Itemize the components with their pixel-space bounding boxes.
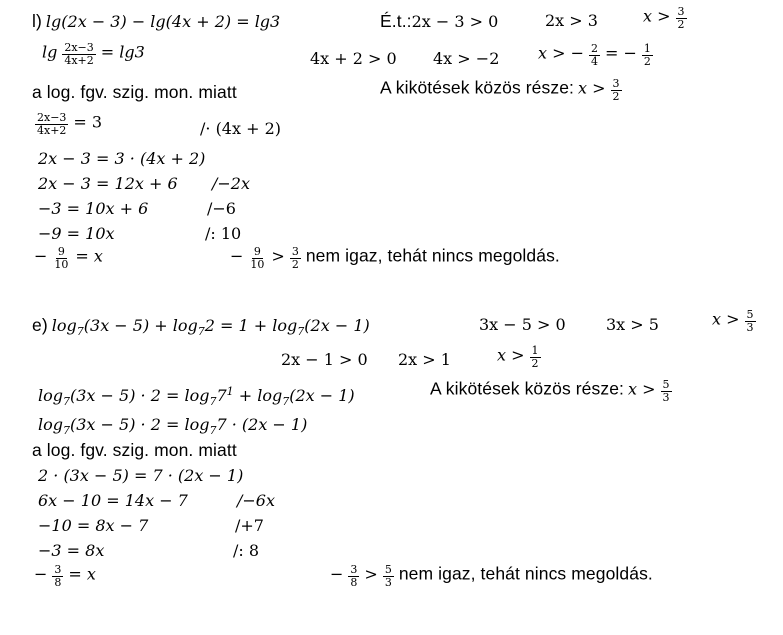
numerator: 2x−3 <box>64 41 94 54</box>
denominator: 2 <box>643 54 651 68</box>
denominator: 2 <box>531 356 539 370</box>
fraction <box>52 246 70 270</box>
denominator: 3 <box>384 575 392 589</box>
part-l-equation: lg(2x − 3) − lg(4x + 2) = lg3 <box>45 12 281 31</box>
step-text: = 3 <box>73 112 103 132</box>
check-l <box>230 246 560 270</box>
step-4-operation: /−6 <box>207 199 236 218</box>
log-text: log <box>38 386 63 405</box>
eq-text: 7 <box>216 386 227 405</box>
condition-text: x > <box>712 309 740 329</box>
part-e-first-line <box>32 317 370 337</box>
step-6-l <box>34 246 103 270</box>
fraction <box>661 379 672 403</box>
common-value: x > <box>628 379 656 399</box>
numerator: 5 <box>746 308 754 321</box>
fraction <box>745 309 756 333</box>
eq-text: 7 · (2x − 1) <box>216 415 308 434</box>
log-base: 7 <box>209 424 217 437</box>
condition-e2b: 2x > 1 <box>398 350 451 369</box>
fraction <box>383 564 394 588</box>
gt-sign: > <box>271 246 285 266</box>
numerator: 3 <box>612 77 620 90</box>
step-1-e: 2 · (3x − 5) = 7 · (2x − 1) <box>38 466 244 485</box>
condition-1b: 2x > 3 <box>545 11 598 30</box>
denominator: 8 <box>54 575 62 589</box>
condition-e1b: 3x > 5 <box>606 315 659 334</box>
part-e-label: e) <box>32 315 48 335</box>
numerator: 3 <box>677 5 685 18</box>
part-l-condition-1 <box>380 13 498 31</box>
denominator: 3 <box>662 390 670 404</box>
monotonic-note-e: a log. fgv. szig. mon. miatt <box>32 440 237 460</box>
denominator: 3 <box>746 320 754 334</box>
eq-text: + log <box>233 386 283 405</box>
numerator: 5 <box>662 378 670 391</box>
condition-e1c <box>712 309 757 333</box>
step-2-operation: /−6x <box>237 491 275 510</box>
log-text: log <box>51 316 77 335</box>
step-5-operation: /: 10 <box>205 224 242 243</box>
condition-2: 4x + 2 > 0 <box>310 49 397 68</box>
fraction <box>290 246 301 270</box>
step-4-operation: /: 8 <box>233 541 260 560</box>
common-text: A kikötések közös része: <box>380 77 575 98</box>
condition-text: x > − <box>538 43 585 63</box>
numerator: 9 <box>57 245 65 258</box>
minus-sign: − <box>34 564 48 584</box>
common-text: A kikötések közös része: <box>430 378 625 399</box>
denominator: 4x+2 <box>37 123 67 137</box>
part-e-eq3 <box>38 417 307 436</box>
condition-2b: 4x > −2 <box>433 49 500 68</box>
fraction <box>642 43 653 67</box>
log-base: 7 <box>209 395 217 408</box>
numerator: 2 <box>591 42 599 55</box>
et-label: É.t.: <box>380 11 412 31</box>
step-5-l: −9 = 10x <box>38 224 115 243</box>
log-base: 7 <box>282 395 290 408</box>
numerator: 9 <box>253 245 261 258</box>
numerator: 3 <box>291 245 299 258</box>
condition-1c <box>643 6 688 30</box>
common-part-l <box>380 78 623 102</box>
minus-sign: − <box>330 564 344 584</box>
step-2-e: 6x − 10 = 14x − 7 <box>38 491 188 510</box>
part-l-log-quotient <box>42 42 145 66</box>
eq-text: 2 = 1 + log <box>204 316 298 335</box>
step-text: = x <box>68 564 96 584</box>
check-e <box>330 564 653 588</box>
step-1-operation: /· (4x + 2) <box>200 119 282 138</box>
part-e-eq2 <box>38 386 355 407</box>
numerator: 3 <box>54 563 62 576</box>
denominator: 4x+2 <box>64 53 94 67</box>
common-part-e <box>430 379 673 403</box>
condition-e1: 3x − 5 > 0 <box>479 315 566 334</box>
step-3-l: 2x − 3 = 12x + 6 <box>38 174 178 193</box>
fraction <box>530 345 541 369</box>
denominator: 10 <box>250 257 265 271</box>
fraction <box>248 246 266 270</box>
denominator: 2 <box>612 89 620 103</box>
fraction <box>348 564 359 588</box>
eq-text: (3x − 5) · 2 = log <box>70 386 210 405</box>
exponent: 1 <box>226 385 234 398</box>
step-1-l <box>34 112 102 136</box>
eq-text: (2x − 1) <box>289 386 355 405</box>
lg-text: lg <box>42 42 58 62</box>
conclusion-text: nem igaz, tehát nincs megoldás. <box>398 563 653 584</box>
fraction <box>52 564 63 588</box>
eq-text: (2x − 1) <box>304 316 370 335</box>
step-3-operation: /−2x <box>212 174 250 193</box>
log-base: 7 <box>63 424 70 437</box>
numerator: 1 <box>531 344 539 357</box>
minus-sign: − <box>34 246 48 266</box>
fraction <box>676 6 687 30</box>
conclusion-text: nem igaz, tehát nincs megoldás. <box>305 245 560 266</box>
condition-text: x > <box>643 6 671 26</box>
condition-e2: 2x − 1 > 0 <box>281 350 368 369</box>
eq-text: (3x − 5) + log <box>83 316 198 335</box>
condition-e2c <box>497 345 542 369</box>
step-5-e <box>34 564 96 588</box>
numerator: 1 <box>643 42 651 55</box>
fraction <box>589 43 600 67</box>
step-3-e: −10 = 8x − 7 <box>38 516 149 535</box>
log-text: log <box>38 415 63 434</box>
fraction <box>611 78 622 102</box>
denominator: 2 <box>677 17 685 31</box>
condition-text: x > <box>497 345 525 365</box>
log-base: 7 <box>297 325 305 338</box>
denominator: 10 <box>54 257 69 271</box>
minus-sign: − <box>230 246 244 266</box>
rhs-text: = lg3 <box>100 42 145 62</box>
fraction <box>35 112 68 136</box>
condition-text: = − <box>605 43 637 63</box>
denominator: 4 <box>591 54 599 68</box>
part-l-label: l) <box>32 11 42 31</box>
step-2-l: 2x − 3 = 3 · (4x + 2) <box>38 149 206 168</box>
log-base: 7 <box>197 325 205 338</box>
condition-2c <box>538 43 654 67</box>
log-base: 7 <box>76 325 84 338</box>
part-l-first-line <box>32 13 280 31</box>
denominator: 8 <box>350 575 358 589</box>
monotonic-note-l: a log. fgv. szig. mon. miatt <box>32 82 237 102</box>
numerator: 2x−3 <box>37 111 67 124</box>
denominator: 2 <box>291 257 299 271</box>
numerator: 5 <box>384 563 392 576</box>
gt-sign: > <box>364 564 378 584</box>
common-value: x > <box>578 78 606 98</box>
fraction <box>62 42 95 66</box>
step-3-operation: /+7 <box>235 516 264 535</box>
condition-text: 2x − 3 > 0 <box>411 12 499 31</box>
step-text: = x <box>75 246 103 266</box>
eq-text: (3x − 5) · 2 = log <box>70 415 210 434</box>
step-4-e: −3 = 8x <box>38 541 105 560</box>
numerator: 3 <box>350 563 358 576</box>
step-4-l: −3 = 10x + 6 <box>38 199 149 218</box>
log-base: 7 <box>63 395 70 408</box>
